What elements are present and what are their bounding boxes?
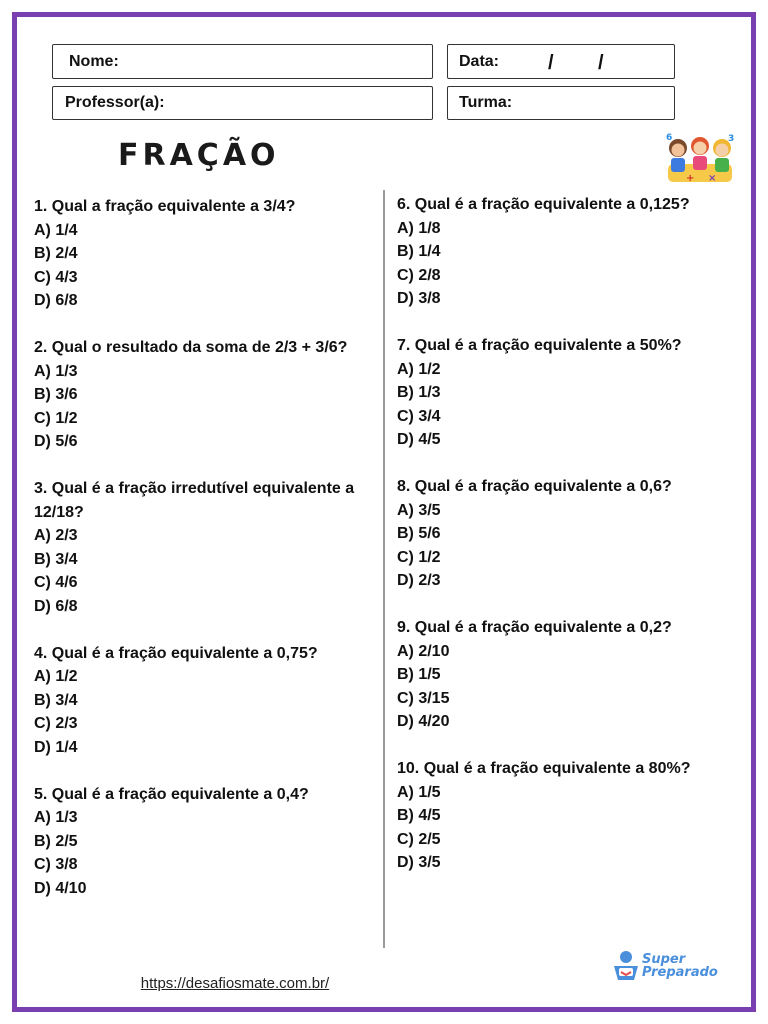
answer-option: B) 1/3 (397, 384, 441, 401)
question-block (397, 334, 742, 452)
answer-option: C) 2/5 (397, 830, 441, 848)
answer-option: D) 2/3 (397, 572, 441, 589)
question-text: 10. Qual é a fração equivalente a 80%? (397, 760, 691, 777)
answer-option: D) 4/20 (397, 713, 450, 730)
question-block (34, 195, 380, 313)
logo-text-super: Super (642, 952, 686, 967)
page-title: FRAÇÃO (118, 138, 280, 173)
answer-option: D) 6/8 (34, 597, 78, 615)
answer-option: B) 2/5 (34, 832, 78, 850)
answer-option: D) 6/8 (34, 292, 78, 309)
answer-option: B) 3/4 (34, 550, 78, 568)
answer-option: C) 1/2 (34, 409, 78, 427)
answer-option: D) 1/4 (34, 738, 78, 756)
column-divider (383, 190, 385, 948)
answer-option: C) 3/4 (397, 407, 441, 425)
answer-option: A) 1/3 (34, 809, 78, 826)
name-label: Nome: (69, 52, 119, 70)
answer-option: C) 1/2 (397, 548, 441, 566)
question-block (34, 642, 380, 760)
super-preparado-logo (612, 950, 722, 984)
question-block (397, 193, 742, 311)
answer-option: D) 4/10 (34, 879, 87, 897)
questions-left-column (34, 195, 380, 924)
question-text: 8. Qual é a fração equivalente a 0,6? (397, 478, 672, 495)
question-text: 5. Qual é a fração equivalente a 0,4? (34, 785, 309, 803)
answer-option: D) 4/5 (397, 431, 441, 448)
answer-option: A) 2/10 (397, 642, 450, 660)
answer-option: A) 1/2 (397, 360, 441, 378)
answer-option: C) 3/8 (34, 856, 78, 873)
answer-option: A) 1/5 (397, 783, 441, 801)
class-field (447, 86, 675, 120)
answer-option: A) 1/4 (34, 221, 78, 239)
kids-illustration-icon (662, 130, 738, 186)
question-text: 4. Qual é a fração equivalente a 0,75? (34, 644, 318, 662)
svg-text:6: 6 (666, 133, 673, 143)
svg-text:×: × (708, 173, 717, 184)
question-text: 1. Qual a fração equivalente a 3/4? (34, 198, 296, 215)
answer-option: D) 5/6 (34, 433, 78, 450)
date-label: Data: (459, 52, 500, 70)
svg-text:+: + (686, 173, 695, 184)
question-text: 9. Qual é a fração equivalente a 0,2? (397, 619, 672, 636)
answer-option: C) 4/3 (34, 268, 78, 286)
answer-option: B) 5/6 (397, 525, 441, 542)
answer-option: C) 2/8 (397, 266, 441, 284)
answer-option: B) 3/4 (34, 691, 78, 709)
answer-option: C) 2/3 (34, 715, 78, 732)
answer-option: A) 1/3 (34, 362, 78, 380)
answer-option: A) 1/8 (397, 219, 441, 237)
answer-option: C) 4/6 (34, 574, 78, 591)
answer-option: A) 2/3 (34, 527, 78, 544)
question-block (397, 475, 742, 593)
answer-option: A) 3/5 (397, 501, 441, 519)
question-text: 6. Qual é a fração equivalente a 0,125? (397, 196, 690, 213)
svg-text:3: 3 (728, 134, 735, 144)
question-block (397, 616, 742, 734)
question-text: 2. Qual o resultado da soma de 2/3 + 3/6? (34, 339, 348, 356)
answer-option: A) 1/2 (34, 668, 78, 685)
question-text: 7. Qual é a fração equivalente a 50%? (397, 337, 682, 354)
answer-option: B) 2/4 (34, 245, 78, 262)
answer-option: D) 3/5 (397, 854, 441, 871)
answer-option: B) 4/5 (397, 807, 441, 824)
answer-option: B) 3/6 (34, 386, 78, 403)
questions-right-column (397, 193, 742, 898)
logo-text-preparado: Preparado (642, 965, 718, 980)
answer-option: B) 1/4 (397, 243, 441, 260)
date-field (447, 44, 675, 79)
answer-option: D) 3/8 (397, 290, 441, 307)
class-label: Turma: (459, 94, 513, 111)
answer-option: C) 3/15 (397, 689, 450, 707)
name-field (52, 44, 433, 79)
teacher-field (52, 86, 433, 120)
teacher-label: Professor(a): (65, 94, 165, 111)
question-text: 3. Qual é a fração irredutível equivalente a 12/18? (34, 480, 355, 521)
footer-link: https://desafiosmate.com.br/ (140, 975, 330, 992)
question-block (34, 336, 380, 454)
date-separator-2: / (598, 52, 604, 74)
logo-mascot-icon (612, 950, 640, 984)
question-block (34, 783, 380, 901)
question-block (397, 757, 742, 875)
answer-option: B) 1/5 (397, 666, 441, 683)
question-block (34, 477, 380, 618)
date-separator-1: / (548, 52, 554, 74)
